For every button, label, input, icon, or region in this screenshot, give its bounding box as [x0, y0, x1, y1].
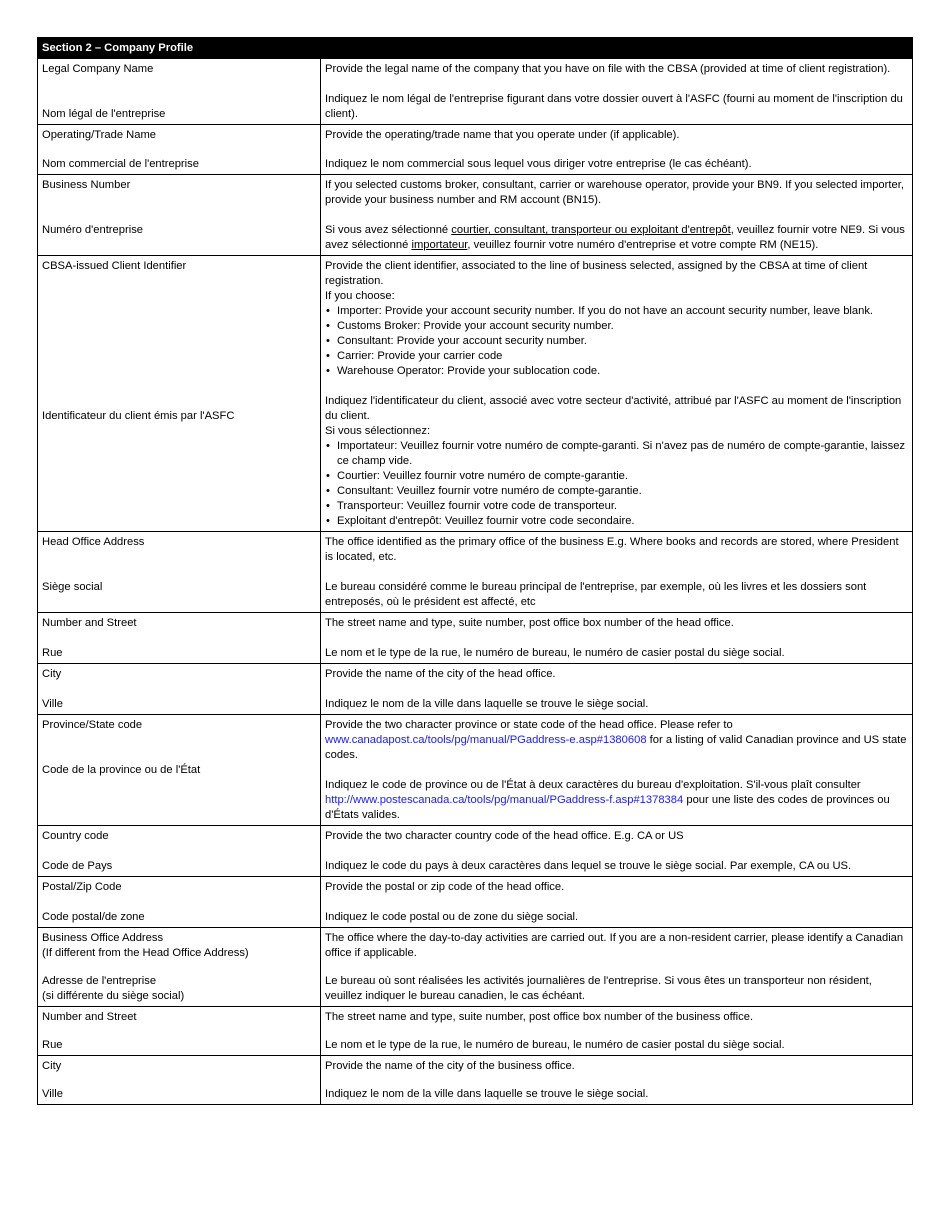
- field-label-cell: [38, 256, 321, 532]
- client-id-bullets-en: [325, 304, 908, 379]
- desc-ho-city-en: Provide the name of the city of the head office.: [325, 668, 556, 680]
- field-label-cell: [38, 1056, 321, 1105]
- label-code-province: Code de la province ou de l'État: [42, 764, 201, 776]
- section-header-row: [38, 38, 913, 59]
- label-ho-number-street: Number and Street: [42, 617, 137, 629]
- list-item: • Transporteur: Veuillez fournir votre code de transporteur.: [325, 499, 908, 514]
- label-postal-code: Postal/Zip Code: [42, 881, 122, 893]
- desc-province-en-part1: Provide the two character province or state code of the head office. Please refer to: [325, 719, 733, 731]
- field-label-cell: [38, 877, 321, 928]
- company-profile-table: [37, 37, 913, 1105]
- field-description-cell: [321, 175, 913, 256]
- label-client-identifier: CBSA-issued Client Identifier: [42, 260, 187, 272]
- list-item: • Carrier: Provide your carrier code: [325, 349, 908, 364]
- field-label-cell: [38, 59, 321, 125]
- desc-bn-fr-part2: , veuillez fournir votre NE9. Si vous avez sélectionné: [325, 224, 905, 251]
- desc-postal-en: Provide the postal or zip code of the head office.: [325, 881, 565, 893]
- label-identificateur-client: Identificateur du client émis par l'ASFC: [42, 410, 235, 422]
- label-business-number: Business Number: [42, 179, 131, 191]
- desc-head-office-en: The office identified as the primary office of the business E.g. Where books and records are stored, where President is located, etc.: [325, 536, 899, 563]
- desc-trade-name-en: Provide the operating/trade name that you operate under (if applicable).: [325, 129, 680, 141]
- section-title: Section 2 – Company Profile: [38, 38, 913, 59]
- label-bo-city: City: [42, 1060, 62, 1072]
- table-row: [38, 256, 913, 532]
- label-numero-entreprise: Numéro d'entreprise: [42, 224, 144, 236]
- label-code-postal: Code postal/de zone: [42, 911, 145, 923]
- desc-legal-name-fr: Indiquez le nom légal de l'entreprise figurant dans votre dossier ouvert à l'ASFC (fourni au moment de l'inscription du client).: [325, 93, 903, 120]
- field-description-cell: [321, 1007, 913, 1056]
- client-id-bullets-fr: [325, 439, 908, 529]
- list-item: • Courtier: Veuillez fournir votre numéro de compte-garantie.: [325, 469, 908, 484]
- field-description-cell: [321, 59, 913, 125]
- desc-province-en-part2: for a listing of valid Canadian province and US state codes.: [325, 734, 907, 761]
- table-row: [38, 928, 913, 1007]
- field-label-cell: [38, 664, 321, 715]
- desc-bo-city-en: Provide the name of the city of the business office.: [325, 1060, 575, 1072]
- field-label-cell: [38, 826, 321, 877]
- field-label-cell: [38, 125, 321, 175]
- table-row: [38, 125, 913, 175]
- desc-legal-name-en: Provide the legal name of the company that you have on file with the CBSA (provided at time of client registration).: [325, 63, 891, 75]
- field-description-cell: [321, 125, 913, 175]
- desc-province-fr-part1: Indiquez le code de province ou de l'État à deux caractères du bureau d'exploitation. S'il-vous plaît consulter: [325, 779, 861, 791]
- desc-ho-street-en: The street name and type, suite number, post office box number of the head office.: [325, 617, 734, 629]
- field-description-cell: [321, 826, 913, 877]
- table-row: [38, 715, 913, 826]
- label-business-office-note: (If different from the Head Office Address): [42, 947, 249, 959]
- desc-bo-street-fr: Le nom et le type de la rue, le numéro de bureau, le numéro de casier postal du siège social.: [325, 1039, 785, 1051]
- label-ho-city: City: [42, 668, 62, 680]
- desc-bn-fr-part3: , veuillez fournir votre numéro d'entreprise et votre compte RM (NE15).: [467, 239, 819, 251]
- label-bo-rue: Rue: [42, 1039, 63, 1051]
- list-item: • Consultant: Veuillez fournir votre numéro de compte-garantie.: [325, 484, 908, 499]
- desc-client-id-en: Provide the client identifier, associated to the line of business selected, assigned by the CBSA at time of client registration.: [325, 260, 868, 287]
- table-row: [38, 1056, 913, 1105]
- table-row: [38, 1007, 913, 1056]
- label-trade-name: Operating/Trade Name: [42, 129, 156, 141]
- label-nom-commercial: Nom commercial de l'entreprise: [42, 158, 199, 170]
- field-description-cell: [321, 877, 913, 928]
- desc-province-en: [325, 718, 908, 763]
- desc-trade-name-fr: Indiquez le nom commercial sous lequel vous diriger votre entreprise (le cas échéant).: [325, 158, 752, 170]
- desc-bn-fr-underlined-2: importateur: [411, 239, 468, 251]
- desc-ho-city-fr: Indiquez le nom de la ville dans laquelle se trouve le siège social.: [325, 698, 649, 710]
- field-description-cell: [321, 256, 913, 532]
- table-row: [38, 877, 913, 928]
- label-head-office: Head Office Address: [42, 536, 145, 548]
- desc-business-office-fr: Le bureau où sont réalisées les activités journalières de l'entreprise. Si vous êtes un transporteur non résident, veuillez indiquer le bureau canadien, le cas échéant.: [325, 975, 872, 1002]
- desc-province-fr: [325, 778, 908, 823]
- field-description-cell: [321, 715, 913, 826]
- field-description-cell: [321, 664, 913, 715]
- table-row: [38, 664, 913, 715]
- label-adresse-entreprise: Adresse de l'entreprise: [42, 975, 157, 987]
- label-business-office: Business Office Address: [42, 932, 164, 944]
- desc-bn-fr-part1: Si vous avez sélectionné: [325, 224, 452, 236]
- desc-ho-street-fr: Le nom et le type de la rue, le numéro de bureau, le numéro de casier postal du siège social.: [325, 647, 785, 659]
- field-label-cell: [38, 715, 321, 826]
- label-country-code: Country code: [42, 830, 109, 842]
- table-row: [38, 59, 913, 125]
- desc-business-number-fr: [325, 223, 908, 253]
- desc-bn-fr-underlined-1: courtier, consultant, transporteur ou exploitant d'entrepôt: [451, 224, 731, 236]
- desc-head-office-fr: Le bureau considéré comme le bureau principal de l'entreprise, par exemple, où les livres et les dossiers sont entreposés, où le président est affecté, etc: [325, 581, 867, 608]
- label-siege-social: Siège social: [42, 581, 103, 593]
- desc-bo-city-fr: Indiquez le nom de la ville dans laquelle se trouve le siège social.: [325, 1088, 649, 1100]
- list-item: • Customs Broker: Provide your account security number.: [325, 319, 908, 334]
- desc-country-fr: Indiquez le code du pays à deux caractères dans lequel se trouve le siège social. Par exemple, CA ou US.: [325, 860, 852, 872]
- list-item: • Importer: Provide your account security number. If you do not have an account security number, leave blank.: [325, 304, 908, 319]
- desc-province-fr-part2: pour une liste des codes de provinces ou d'États valides.: [325, 794, 890, 821]
- desc-client-id-fr: Indiquez l'identificateur du client, associé avec votre secteur d'activité, attribué par l'ASFC au moment de l'inscription du client.: [325, 395, 902, 422]
- field-label-cell: [38, 175, 321, 256]
- field-label-cell: [38, 928, 321, 1007]
- label-nom-legal: Nom légal de l'entreprise: [42, 108, 166, 120]
- desc-postal-fr: Indiquez le code postal ou de zone du siège social.: [325, 911, 579, 923]
- field-description-cell: [321, 613, 913, 664]
- list-item: • Warehouse Operator: Provide your sublocation code.: [325, 364, 908, 379]
- list-item: • Consultant: Provide your account security number.: [325, 334, 908, 349]
- desc-client-id-choose-en: If you choose:: [325, 290, 395, 302]
- label-ho-ville: Ville: [42, 698, 63, 710]
- table-row: [38, 175, 913, 256]
- desc-business-office-en: The office where the day-to-day activities are carried out. If you are a non-resident carrier, please identify a Canadian office if applicable.: [325, 932, 904, 959]
- field-label-cell: [38, 532, 321, 613]
- canadapost-link[interactable]: www.canadapost.ca/tools/pg/manual/PGaddress-e.asp#1380608: [325, 734, 647, 746]
- label-bo-ville: Ville: [42, 1088, 63, 1100]
- label-ho-rue: Rue: [42, 647, 63, 659]
- field-description-cell: [321, 1056, 913, 1105]
- label-legal-company-name: Legal Company Name: [42, 63, 154, 75]
- desc-country-en: Provide the two character country code of the head office. E.g. CA or US: [325, 830, 684, 842]
- table-row: [38, 826, 913, 877]
- desc-bo-street-en: The street name and type, suite number, post office box number of the business office.: [325, 1011, 754, 1023]
- desc-client-id-choose-fr: Si vous sélectionnez:: [325, 425, 431, 437]
- list-item: • Importateur: Veuillez fournir votre numéro de compte-garanti. Si n'avez pas de numéro de compte-garantie, laissez ce champ vide.: [325, 439, 908, 469]
- label-bo-number-street: Number and Street: [42, 1011, 137, 1023]
- table-row: [38, 613, 913, 664]
- field-label-cell: [38, 613, 321, 664]
- label-code-pays: Code de Pays: [42, 860, 113, 872]
- label-province-code: Province/State code: [42, 719, 143, 731]
- table-row: [38, 532, 913, 613]
- field-label-cell: [38, 1007, 321, 1056]
- field-description-cell: [321, 928, 913, 1007]
- list-item: • Exploitant d'entrepôt: Veuillez fournir votre code secondaire.: [325, 514, 908, 529]
- field-description-cell: [321, 532, 913, 613]
- desc-business-number-en: If you selected customs broker, consultant, carrier or warehouse operator, provide your BN9. If you selected importer, provide your business number and RM account (BN15).: [325, 179, 904, 206]
- postescanada-link[interactable]: http://www.postescanada.ca/tools/pg/manual/PGaddress-f.asp#1378384: [325, 794, 684, 806]
- label-adresse-entreprise-note: (si différente du siège social): [42, 990, 185, 1002]
